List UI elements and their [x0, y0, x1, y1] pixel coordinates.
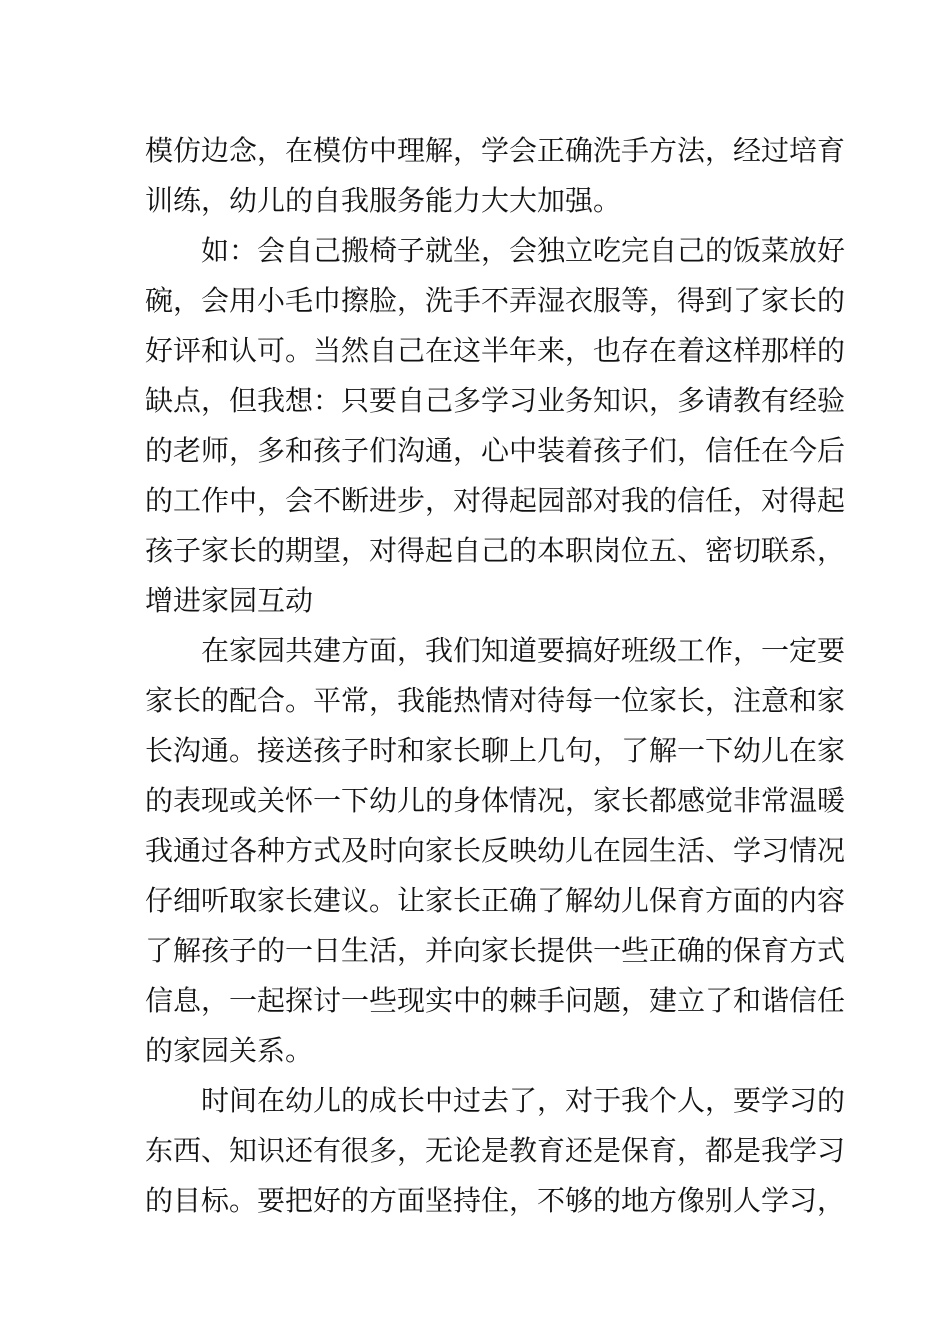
text-line: 好评和认可。当然自己在这半年来，也存在着这样那样的	[145, 334, 846, 367]
text-line: 碗，会用小毛巾擦脸，洗手不弄湿衣服等，得到了家长的	[145, 284, 846, 317]
text-line: 增进家园互动	[145, 584, 314, 617]
text-line: 时间在幼儿的成长中过去了，对于我个人，要学习的	[145, 1084, 846, 1117]
text-line: 在家园共建方面，我们知道要搞好班级工作，一定要	[145, 634, 846, 667]
text-line: 的老师，多和孩子们沟通，心中装着孩子们，信任在今后	[145, 434, 846, 467]
text-line: 仔细听取家长建议。让家长正确了解幼儿保育方面的内容	[145, 884, 846, 917]
text-line: 缺点，但我想：只要自己多学习业务知识，多请教有经验	[145, 384, 846, 417]
text-line: 孩子家长的期望，对得起自己的本职岗位五、密切联系，	[145, 534, 846, 567]
text-line: 的工作中，会不断进步，对得起园部对我的信任，对得起	[145, 484, 846, 517]
text-line: 长沟通。接送孩子时和家长聊上几句，了解一下幼儿在家	[145, 734, 846, 767]
text-line: 东西、知识还有很多，无论是教育还是保育，都是我学习	[145, 1134, 846, 1167]
text-line: 的目标。要把好的方面坚持住，不够的地方像别人学习，	[145, 1184, 846, 1217]
text-line: 训练，幼儿的自我服务能力大大加强。	[145, 184, 622, 217]
text-line: 信息，一起探讨一些现实中的棘手问题，建立了和谐信任	[145, 984, 846, 1017]
text-line: 的表现或关怀一下幼儿的身体情况，家长都感觉非常温暖	[145, 784, 846, 817]
text-line: 的家园关系。	[145, 1034, 314, 1067]
text-line: 我通过各种方式及时向家长反映幼儿在园生活、学习情况	[145, 834, 846, 867]
text-line: 家长的配合。平常，我能热情对待每一位家长，注意和家	[145, 684, 846, 717]
text-line: 了解孩子的一日生活，并向家长提供一些正确的保育方式	[145, 934, 846, 967]
text-line: 模仿边念，在模仿中理解，学会正确洗手方法，经过培育	[145, 134, 846, 167]
text-line: 如：会自己搬椅子就坐，会独立吃完自己的饭菜放好	[145, 234, 846, 267]
